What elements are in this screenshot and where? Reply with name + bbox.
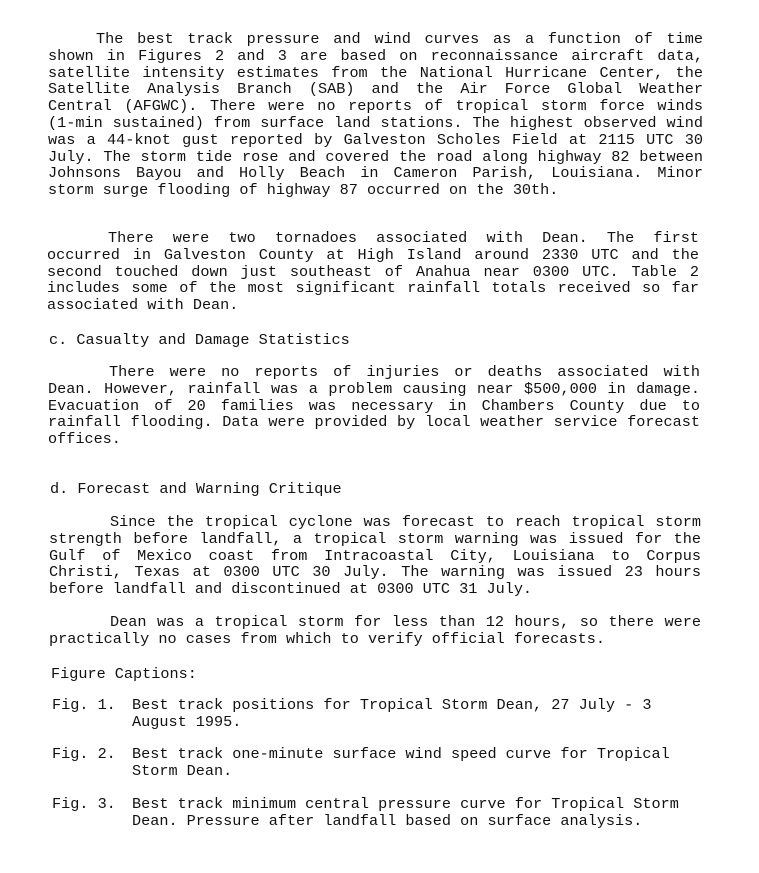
paragraph-best-track [48,31,703,199]
section-heading-casualty: c. Casualty and Damage Statistics [49,331,350,349]
paragraph-forecast [49,514,701,598]
figure-caption-2-number: Fig. 2. [52,745,116,763]
figure-caption-1-number: Fig. 1. [52,696,116,714]
paragraph-verification-text: Dean was a tropical storm for less than 12 hours, so there were practically no cases from which to verify official forecasts. [49,613,701,648]
figure-caption-2-text: Best track one-minute surface wind speed curve for Tropical Storm Dean. [132,745,670,780]
figure-caption-1-text: Best track positions for Tropical Storm Dean, 27 July - 3 August 1995. [132,696,652,731]
paragraph-best-track-text: The best track pressure and wind curves as a function of time shown in Figures 2 and 3 are based on reconnaissance aircraft data, satellite intensity estimates from the National Hurricane Center, the Satellite Analysis Branch (SAB) and the Air Force Global Weather Central (AFGWC). There were no reports of tropical storm force winds (1-min sustained) from surface land stations. The highest observed wind was a 44-knot gust reported by Galveston Scholes Field at 2115 UTC 30 July. The storm tide rose and covered the road along highway 82 between Johnsons Bayou and Holly Beach in Cameron Parish, Louisiana. Minor storm surge flooding of highway 87 occurred on the 30th. [48,30,703,200]
paragraph-forecast-text: Since the tropical cyclone was forecast to reach tropical storm strength before landfall, a tropical storm warning was issued for the Gulf of Mexico coast from Intracoastal City, Louisiana to Corpus Christi, Texas at 0300 UTC 30 July. The warning was issued 23 hours before landfall and discontinued at 0300 UTC 31 July. [49,513,701,599]
figure-captions-heading: Figure Captions: [51,665,197,683]
figure-caption-2 [52,746,712,780]
paragraph-tornadoes [47,230,699,314]
figure-caption-3-number: Fig. 3. [52,795,116,813]
paragraph-verification [49,614,701,648]
paragraph-tornadoes-text: There were two tornadoes associated with Dean. The first occurred in Galveston County at High Island around 2330 UTC and the second touched down just southeast of Anahua near 0300 UTC. Table 2 includes some of the most significant rainfall totals received so far associated with Dean. [47,229,699,315]
section-heading-forecast: d. Forecast and Warning Critique [50,480,342,498]
paragraph-casualty [48,364,700,448]
figure-caption-3-text: Best track minimum central pressure curve for Tropical Storm Dean. Pressure after landfall based on surface analysis. [132,795,679,830]
paragraph-casualty-text: There were no reports of injuries or deaths associated with Dean. However, rainfall was a problem causing near $500,000 in damage. Evacuation of 20 families was necessary in Chambers County due to rainfall flooding. Data were provided by local weather service forecast offices. [48,363,700,449]
figure-caption-1 [52,697,712,731]
figure-caption-3 [52,796,712,830]
